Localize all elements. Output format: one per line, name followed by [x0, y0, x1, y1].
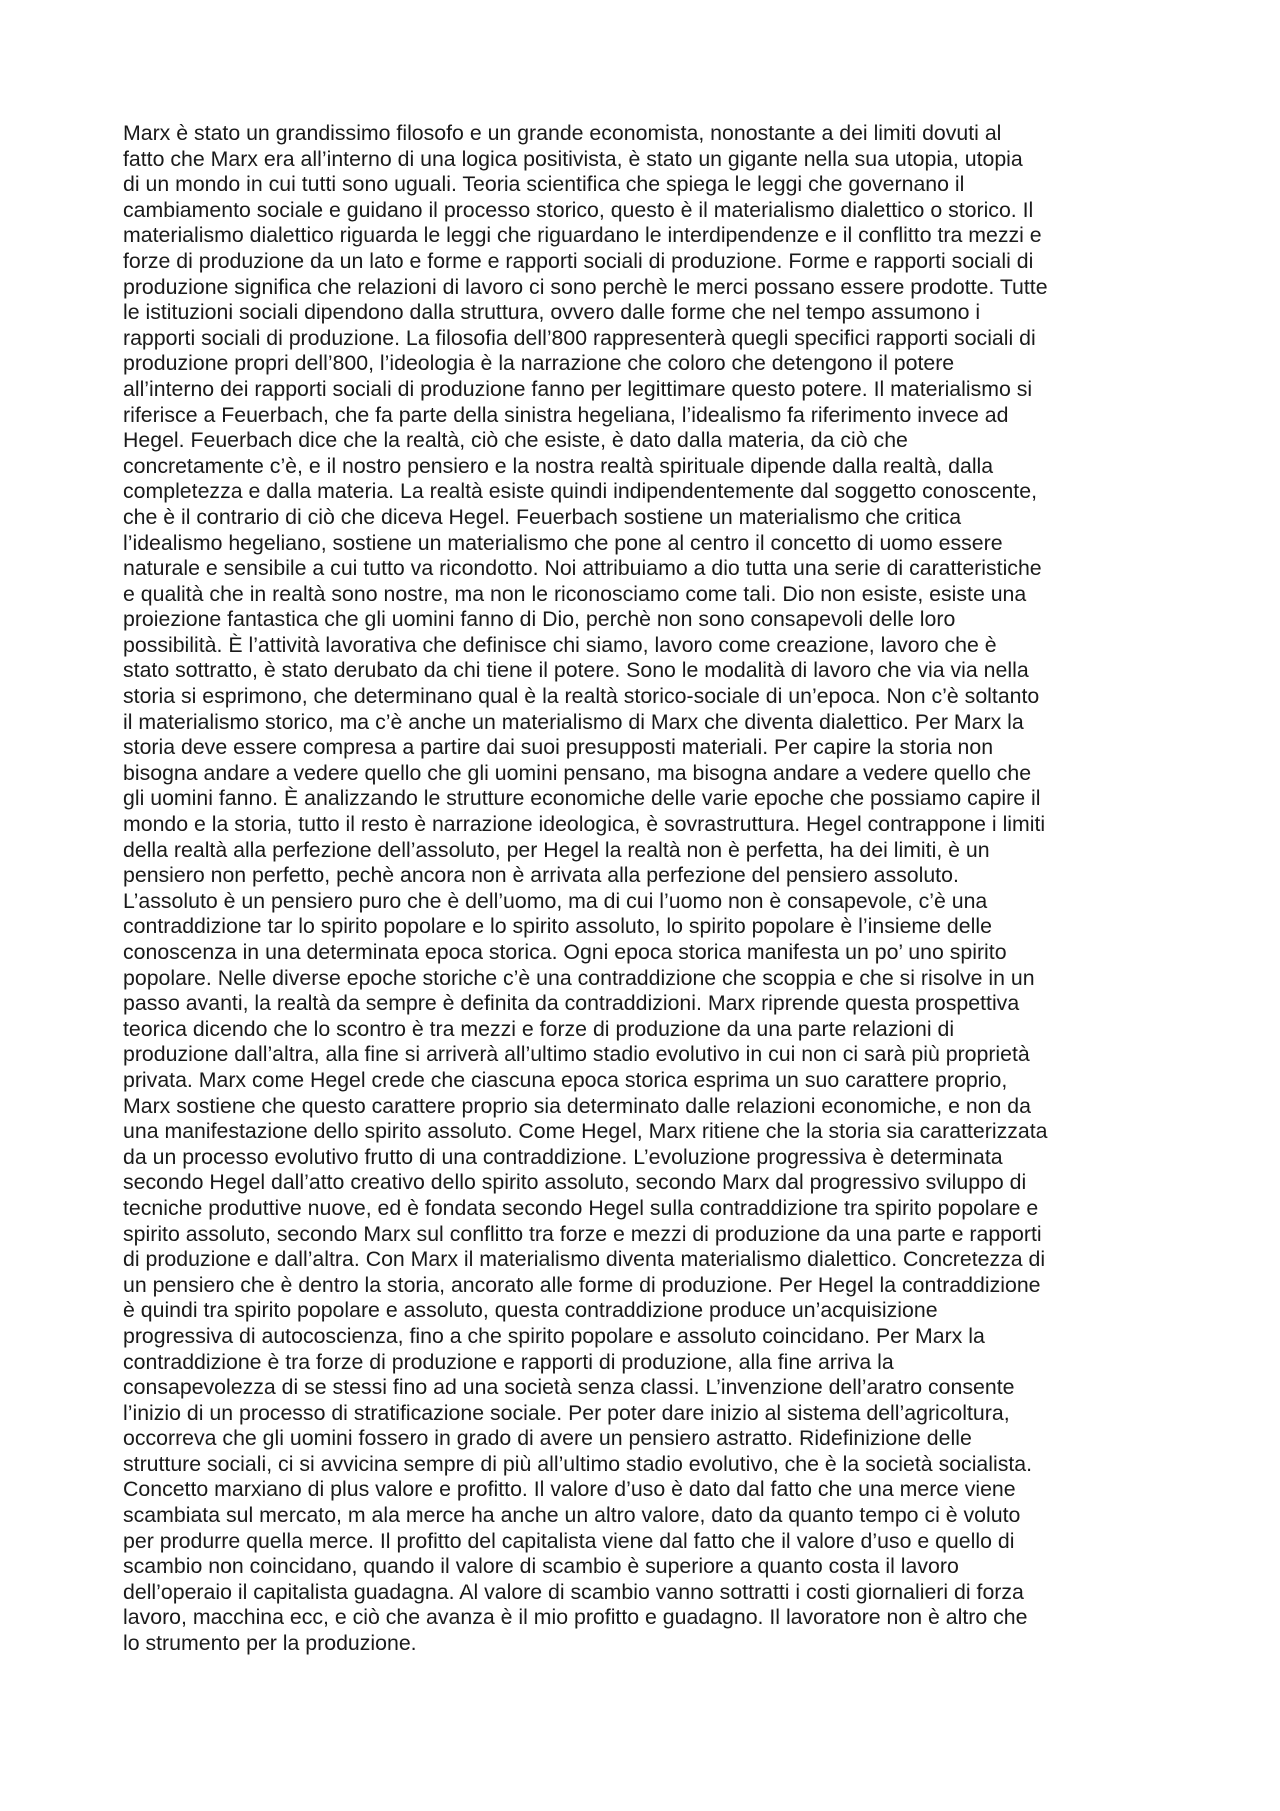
text-line: stato sottratto, è stato derubato da chi tiene il potere. Sono le modalità di lavoro che via via nella [123, 658, 1029, 683]
text-line: all’interno dei rapporti sociali di produzione fanno per legittimare questo potere. Il materialismo si [123, 376, 1033, 401]
text-line: Marx sostiene che questo carattere proprio sia determinato dalle relazioni economiche, e non da [123, 1093, 1031, 1118]
text-line: è quindi tra spirito popolare e assoluto, questa contraddizione produce un’acquisizione [123, 1298, 938, 1323]
text-line: produzione propri dell’800, l’ideologia è la narrazione che coloro che detengono il potere [123, 351, 955, 376]
text-line: mondo e la storia, tutto il resto è narrazione ideologica, è sovrastruttura. Hegel contrappone i limiti [123, 812, 1046, 837]
text-line: per produrre quella merce. Il profitto del capitalista viene dal fatto che il valore d’uso e quello di [123, 1528, 1015, 1553]
text-line: privata. Marx come Hegel crede che ciascuna epoca storica esprima un suo carattere proprio, [123, 1067, 1008, 1092]
text-line: della realtà alla perfezione dell’assoluto, per Hegel la realtà non è perfetta, ha dei limiti, è un [123, 837, 990, 862]
text-line: il materialismo storico, ma c’è anche un materialismo di Marx che diventa dialettico. Per Marx la [123, 709, 1024, 734]
text-line: un pensiero che è dentro la storia, ancorato alle forme di produzione. Per Hegel la contraddizione [123, 1272, 1041, 1297]
text-line: L’assoluto è un pensiero puro che è dell’uomo, ma di cui l’uomo non è consapevole, c’è una [123, 888, 988, 913]
text-line: di un mondo in cui tutti sono uguali. Teoria scientifica che spiega le leggi che governano il [123, 172, 965, 197]
text-line: una manifestazione dello spirito assoluto. Come Hegel, Marx ritiene che la storia sia caratterizzata [123, 1119, 1048, 1144]
text-line: tecniche produttive nuove, ed è fondata secondo Hegel sulla contraddizione tra spirito popolare e [123, 1195, 1039, 1220]
text-line: fatto che Marx era all’interno di una logica positivista, è stato un gigante nella sua utopia, utopia [123, 146, 1023, 171]
text-line: possibilità. È l’attività lavorativa che definisce chi siamo, lavoro come creazione, lavoro che è [123, 632, 997, 657]
text-line: lo strumento per la produzione. [123, 1631, 417, 1656]
text-line: lavoro, macchina ecc, e ciò che avanza è il mio profitto e guadagno. Il lavoratore non è altro che [123, 1605, 1028, 1630]
text-line: progressiva di autocoscienza, fino a che spirito popolare e assoluto coincidano. Per Marx la [123, 1323, 985, 1348]
text-line: Hegel. Feuerbach dice che la realtà, ciò che esiste, è dato dalla materia, da ciò che [123, 428, 908, 453]
text-line: contraddizione tar lo spirito popolare e lo spirito assoluto, lo spirito popolare è l’insieme delle [123, 914, 992, 939]
text-line: materialismo dialettico riguarda le leggi che riguardano le interdipendenze e il conflitto tra mezzi e [123, 223, 1042, 248]
text-line: produzione dall’altra, alla fine si arriverà all’ultimo stadio evolutivo in cui non ci sarà più proprietà [123, 1042, 1030, 1067]
text-line: dell’operaio il capitalista guadagna. Al valore di scambio vanno sottratti i costi giornalieri di forza [123, 1579, 1024, 1604]
text-line: storia deve essere compresa a partire dai suoi presupposti materiali. Per capire la storia non [123, 735, 994, 760]
text-line: Marx è stato un grandissimo filosofo e un grande economista, nonostante a dei limiti dovuti al [123, 121, 1002, 145]
text-line: e qualità che in realtà sono nostre, ma non le riconosciamo come tali. Dio non esiste, esiste una [123, 581, 1027, 606]
text-line: consapevolezza di se stessi fino ad una società senza classi. L’invenzione dell’aratro consente [123, 1375, 1015, 1400]
text-line: rapporti sociali di produzione. La filosofia dell’800 rappresenterà quegli specifici rapporti sociali di [123, 325, 1036, 350]
text-line: di produzione e dall’altra. Con Marx il materialismo diventa materialismo dialettico. Concretezza di [123, 1247, 1046, 1272]
text-line: forze di produzione da un lato e forme e rapporti sociali di produzione. Forme e rapporti sociali di [123, 248, 1034, 273]
text-line: riferisce a Feuerbach, che fa parte della sinistra hegeliana, l’idealismo fa riferimento invece ad [123, 402, 1009, 427]
text-line: concretamente c’è, e il nostro pensiero e la nostra realtà spirituale dipende dalla realtà, dalla [123, 453, 994, 478]
text-line: gli uomini fanno. È analizzando le strutture economiche delle varie epoche che possiamo capire il [123, 786, 1041, 811]
text-line: occorreva che gli uomini fossero in grado di avere un pensiero astratto. Ridefinizione delle [123, 1426, 972, 1451]
text-line: cambiamento sociale e guidano il processo storico, questo è il materialismo dialettico o storico. Il [123, 197, 1034, 222]
text-line: popolare. Nelle diverse epoche storiche c’è una contraddizione che scoppia e che si risolve in un [123, 965, 1035, 990]
text-line: passo avanti, la realtà da sempre è definita da contraddizioni. Marx riprende questa prospettiva [123, 991, 1020, 1016]
text-line: naturale e sensibile a cui tutto va ricondotto. Noi attribuiamo a dio tutta una serie di caratteristiche [123, 556, 1042, 581]
body-text [123, 121, 1169, 1657]
text-line: produzione significa che relazioni di lavoro ci sono perchè le merci possano essere prodotte. Tutte [123, 274, 1048, 299]
text-line: scambio non coincidano, quando il valore di scambio è superiore a quanto costa il lavoro [123, 1554, 959, 1579]
text-line: completezza e dalla materia. La realtà esiste quindi indipendentemente dal soggetto conoscente, [123, 479, 1037, 504]
text-line: scambiata sul mercato, m ala merce ha anche un altro valore, dato da quanto tempo ci è voluto [123, 1503, 1021, 1528]
text-line: l’idealismo hegeliano, sostiene un materialismo che pone al centro il concetto di uomo essere [123, 530, 1003, 555]
text-line: secondo Hegel dall’atto creativo dello spirito assoluto, secondo Marx dal progressivo sviluppo di [123, 1170, 1027, 1195]
text-line: Concetto marxiano di plus valore e profitto. Il valore d’uso è dato dal fatto che una merce viene [123, 1477, 1016, 1502]
text-line: strutture sociali, ci si avvicina sempre di più all’ultimo stadio evolutivo, che è la società socialista. [123, 1451, 1033, 1476]
text-line: contraddizione è tra forze di produzione e rapporti di produzione, alla fine arriva la [123, 1349, 894, 1374]
text-line: conoscenza in una determinata epoca storica. Ogni epoca storica manifesta un po’ uno spirito [123, 940, 1007, 964]
text-line: che è il contrario di ciò che diceva Hegel. Feuerbach sostiene un materialismo che critica [123, 504, 962, 529]
text-line: proiezione fantastica che gli uomini fanno di Dio, perchè non sono consapevoli delle loro [123, 607, 956, 632]
text-line: pensiero non perfetto, pechè ancora non è arrivata alla perfezione del pensiero assoluto. [123, 863, 959, 888]
text-line: storia si esprimono, che determinano qual è la realtà storico-sociale di un’epoca. Non c’è soltanto [123, 684, 1040, 709]
text-line: spirito assoluto, secondo Marx sul conflitto tra forze e mezzi di produzione da una parte e rapporti [123, 1221, 1042, 1246]
text-line: da un processo evolutivo frutto di una contraddizione. L’evoluzione progressiva è determinata [123, 1144, 1003, 1169]
text-line: l’inizio di un processo di stratificazione sociale. Per poter dare inizio al sistema dell’agricoltura, [123, 1400, 1010, 1425]
text-line: le istituzioni sociali dipendono dalla struttura, ovvero dalle forme che nel tempo assumono i [123, 300, 981, 325]
text-line: teorica dicendo che lo scontro è tra mezzi e forze di produzione da una parte relazioni di [123, 1016, 955, 1041]
text-line: bisogna andare a vedere quello che gli uomini pensano, ma bisogna andare a vedere quello che [123, 760, 1032, 785]
